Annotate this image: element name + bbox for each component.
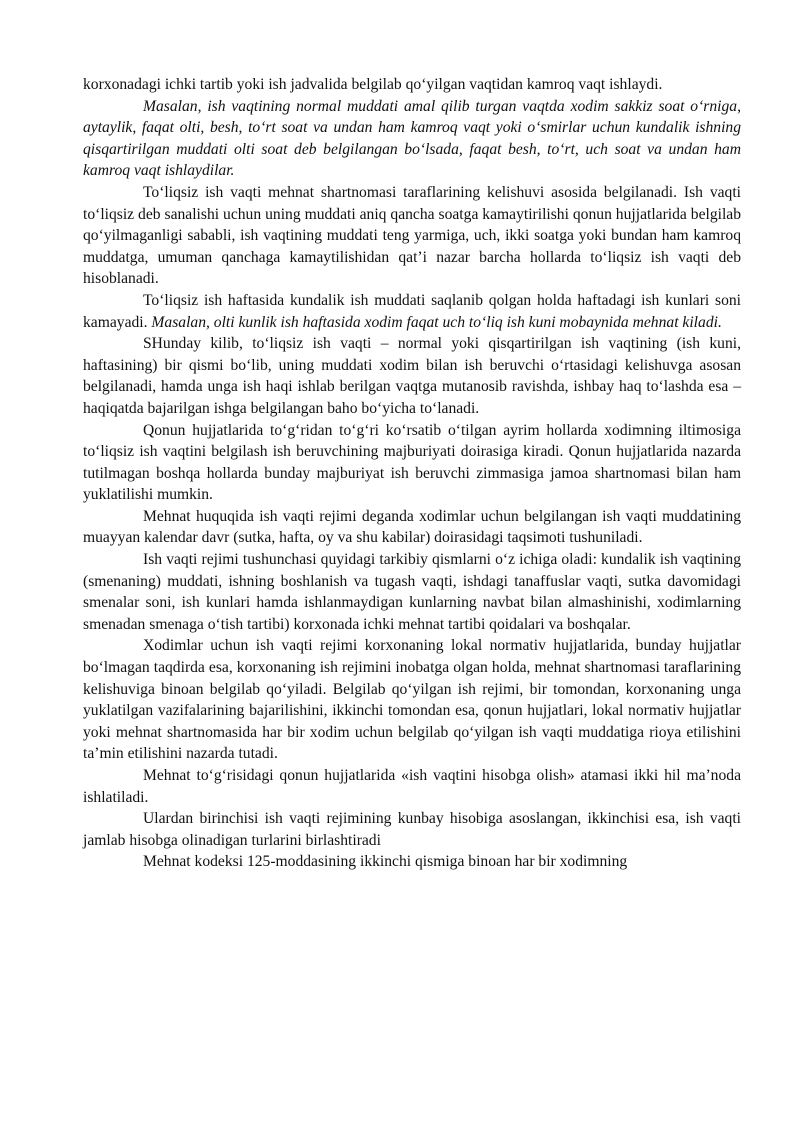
paragraph-labor-code: Mehnat kodeksi 125-moddasining ikkinchi qismiga binoan har bir xodimning — [143, 853, 628, 871]
paragraph-work-regime: Mehnat huquqida ish vaqti rejimi deganda xodimlar uchun belgilangan ish vaqti muddatining muayyan kalendar davr (sutka, hafta, oy va shu kabilar) doirasidagi taqsimoti tushuniladi. — [83, 507, 741, 547]
paragraph-regime-components: Ish vaqti rejimi tushunchasi quyidagi tarkibiy qismlarni o‘z ichiga oladi: kundalik ish vaqtining (smenaning) muddati, ishning boshlanish va tugash vaqti, ishdagi tanaffuslar vaqti, sutka davomidagi smenalar soni, ish kunlari hamda ishlanmaydigan kunlarning navbat bilan almashinishi, xodimlarning smenadan smenaga o‘tish tartibi) korxonada ichki mehnat tartibi qoidalari va boshqalar. — [83, 551, 741, 633]
paragraph-partial-week-text: To‘liqsiz ish haftasida kundalik ish muddati saqlanib qolgan holda haftadagi ish kunlari soni kamayadi. — [83, 291, 741, 331]
paragraph-partial-time: To‘liqsiz ish vaqti mehnat shartnomasi taraflarining kelishuvi asosida belgilanadi. Ish vaqti to‘liqsiz deb sanalishi uchun uning muddati aniq qancha soatga kamaytirilishi qonun hujjatlarida belgilab qo‘yilmaganligi sababli, ish vaqtining muddati teng yarmiga, uch, ikki soatga yoki bundan ham kamroq muddatga, umuman qanchaga kamaytilishidan qat’i nazar barcha hollarda to‘liqsiz ish vaqti deb hisoblanadi. — [83, 183, 741, 288]
paragraph-accounting-term: Mehnat to‘g‘risidagi qonun hujjatlarida «ish vaqtini hisobga olish» atamasi ikki hil ma’noda ishlatiladi. — [83, 767, 741, 806]
paragraph-definition: SHunday kilib, to‘liqsiz ish vaqti – normal yoki qisqartirilgan ish vaqtining (ish kuni, haftasining) bir qismi bo‘lib, uning muddati xodim bilan ish beruvchi o‘rtasidagi kelishuvga asosan belgilanadi, hamda unga ish haqi ishlab berilgan vaqtga mutanosib ravishda, ishbay haq to‘lashda esa – haqiqatda bajarilgan ishga belgilangan baho bo‘yicha to‘lanadi. — [83, 335, 741, 417]
paragraph-regime-setting: Xodimlar uchun ish vaqti rejimi korxonaning lokal normativ hujjatlarida, bunday hujjatlar bo‘lmagan taqdirda esa, korxonaning ish rejimini inobatga olgan holda, mehnat shartnomasi taraflarining kelishuviga binoan belgilab qo‘yiladi. Belgilab qo‘yilgan ish rejimi, bir tomondan, korxonaning unga yuklatilgan vazifalarining bajarilishini, ikkinchi tomondan esa, qonun hujjatlari, lokal normativ hujjatlar yoki mehnat shartnomasida har bir xodim uchun belgilab qo‘yilgan ish vaqti muddatiga rioya etilishini ta’min etilishini nazarda tutadi. — [83, 637, 741, 763]
paragraph-partial-week — [83, 290, 741, 333]
document-page — [83, 74, 741, 873]
paragraph-partial-week-example: Masalan, olti kunlik ish haftasida xodim faqat uch to‘liq ish kuni mobaynida mehnat kiladi. — [151, 313, 722, 331]
paragraph-accounting-types: Ulardan birinchisi ish vaqti rejimining kunbay hisobiga asoslangan, ikkinchisi esa, ish vaqti jamlab hisobga olinadigan turlarini birlashtiradi — [83, 810, 741, 849]
paragraph-employer-obligation: Qonun hujjatlarida to‘g‘ridan to‘g‘ri ko‘rsatib o‘tilgan ayrim hollarda xodimning iltimosiga to‘liqsiz ish vaqtini belgilash ish beruvchining majburiyati doirasiga kiradi. Qonun hujjatlarida nazarda tutilmagan boshqa hollarda bunday majburiyat ish beruvchi zimmasiga jamoa shartnomasi bilan ham yuklatilishi mumkin. — [83, 421, 741, 504]
paragraph-continuation: korxonadagi ichki tartib yoki ish jadvalida belgilab qo‘yilgan vaqtidan kamroq vaqt ishlaydi. — [83, 76, 663, 93]
paragraph-example-italic: Masalan, ish vaqtining normal muddati amal qilib turgan vaqtda xodim sakkiz soat o‘rniga, aytaylik, faqat olti, besh, to‘rt soat va undan ham kamroq vaqt yoki o‘smirlar uchun kundalik ishning qisqartirilgan muddati olti soat deb belgilangan bo‘lsada, faqat besh, to‘rt, uch soat va undan ham kamroq vaqt ishlaydilar. — [83, 97, 741, 180]
